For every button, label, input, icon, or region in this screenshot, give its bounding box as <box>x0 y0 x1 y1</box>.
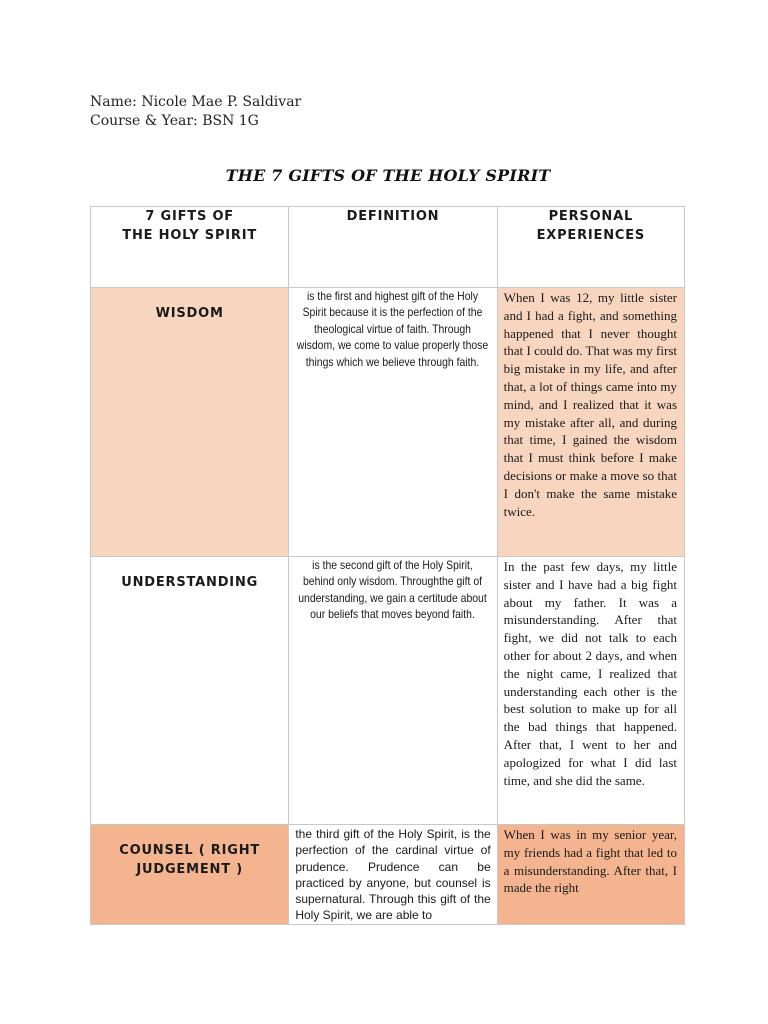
experience-text: When I was 12, my little sister and I had a fight, and something happened that I never thought that I could do. That was my first big mistake in my life, and after that, a lot of things came into my mind, and I realized that it was my mistake after all, and during that time, I gained the wisdom that I must think before I make decisions or make a move so that I don't make the same mistake twice. <box>503 290 677 519</box>
table-header-row <box>91 207 685 288</box>
experience-cell <box>497 825 684 925</box>
header-experiences <box>497 207 684 288</box>
table-row <box>91 825 685 925</box>
gift-name-line1: COUNSEL ( RIGHT <box>119 843 261 858</box>
definition-text: is the first and highest gift of the Holy Spirit because it is the perfection of the theological virtue of faith. Through wisdom, we come to value properly those things which we believe through faith. <box>297 290 489 369</box>
gift-cell <box>91 557 289 825</box>
header-definition-label: DEFINITION <box>346 209 440 224</box>
gift-cell <box>91 825 289 925</box>
experience-cell <box>497 288 684 557</box>
gift-name: WISDOM <box>155 306 224 321</box>
header-definition <box>289 207 497 288</box>
gift-cell <box>91 288 289 557</box>
definition-text: is the second gift of the Holy Spirit, behind only wisdom. Throughthe gift of understanding, we gain a certitude about our beliefs that moves beyond faith. <box>298 559 488 622</box>
header-gifts-line2: THE HOLY SPIRIT <box>122 228 258 243</box>
experience-text: In the past few days, my little sister and I have had a big fight about my father. It was a misunderstanding. After that fight, we did not talk to each other for about 2 days, and when the night came, I realized that understanding each other is the best solution to make up for all the bad things that happened. After that, I went to her and apologized for what I did last time, and she did the same. <box>503 559 677 788</box>
definition-cell <box>289 825 497 925</box>
gift-name: UNDERSTANDING <box>121 575 259 590</box>
student-course: Course & Year: BSN 1G <box>90 113 259 129</box>
experience-cell <box>497 557 684 825</box>
gift-name-line2: JUDGEMENT ) <box>136 862 243 877</box>
header-experiences-line2: EXPERIENCES <box>536 228 646 243</box>
table-row <box>91 288 685 557</box>
experience-text: When I was in my senior year, my friends had a fight that led to a misunderstanding. After that, I made the right <box>503 827 677 896</box>
definition-text: the third gift of the Holy Spirit, is the perfection of the cardinal virtue of prudence. Prudence can be practiced by anyone, but counsel is supernatural. Through this gift of the Holy Spirit, we are able to <box>295 827 491 923</box>
student-info <box>90 93 301 131</box>
table-row <box>91 557 685 825</box>
definition-cell <box>289 288 497 557</box>
document-title: THE 7 GIFTS OF THE HOLY SPIRIT <box>225 166 551 185</box>
gift-name <box>91 825 288 879</box>
gifts-table <box>90 206 685 925</box>
header-gifts <box>91 207 289 288</box>
definition-cell <box>289 557 497 825</box>
header-gifts-line1: 7 GIFTS OF <box>145 209 234 224</box>
header-experiences-line1: PERSONAL <box>548 209 634 224</box>
student-name: Name: Nicole Mae P. Saldivar <box>90 94 302 110</box>
